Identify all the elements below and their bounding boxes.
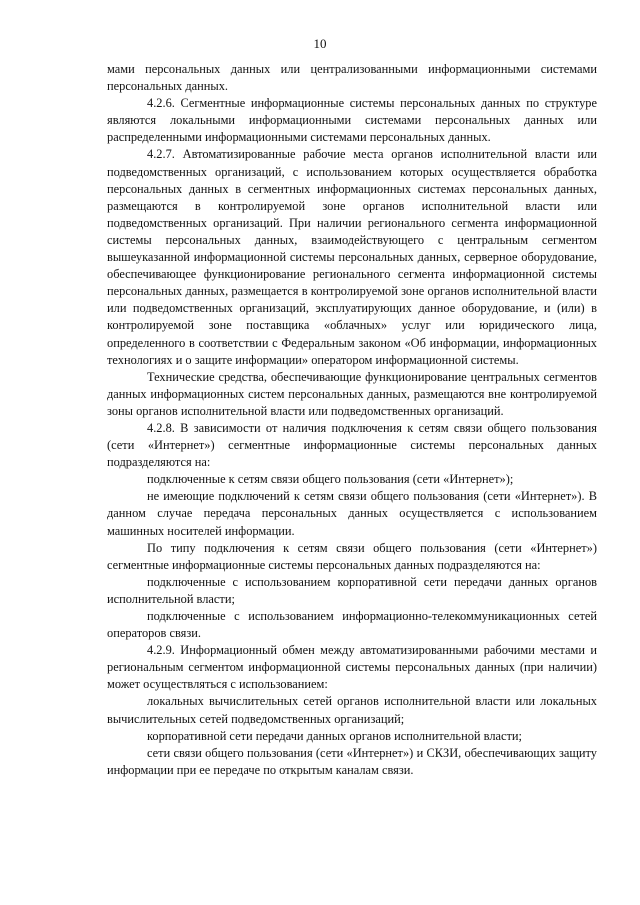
paragraph: мами персональных данных или централизованными информационными системами персональных данных. [107,62,597,94]
paragraph: 4.2.9. Информационный обмен между автоматизированными рабочими местами и региональным сегментом информационной системы персональных данных (при наличии) может осуществляться с использованием: [107,643,597,692]
paragraph: подключенные с использованием информационно-телекоммуникационных сетей операторов связи. [107,609,597,641]
paragraph: По типу подключения к сетям связи общего пользования (сети «Интернет») сегментные информационные системы персональных данных подразделяются на: [107,540,597,572]
paragraph: подключенные к сетям связи общего пользования (сети «Интернет»); [147,472,514,487]
paragraph: 4.2.6. Сегментные информационные системы персональных данных по структуре являются локальными информационными системами персональных данных или распределенными информационными системами персональных данных. [107,96,597,145]
paragraph: 4.2.7. Автоматизированные рабочие места органов исполнительной власти или подведомственных организаций, с использованием которых осуществляется обработка персональных данных в сегментных информационных системах персональных данных, размещаются в контролируемой зоне органов исполнительной власти или подведомственных организаций. При наличии регионального сегмента информационной системы персональных данных, взаимодействующего с центральным сегментом вышеуказанной информационной системы персональных данных, серверное оборудование, обеспечивающее функционирование регионального сегмента информационной системы персональных данных, размещается в контролируемой зоне органов исполнительной власти или подведомственных организаций, эксплуатирующих данное оборудование, и (или) в контролируемой зоне поставщика «облачных» услуг или юридического лица, определенного в соответствии с Федеральным законом «Об информации, информационных технологиях и о защите информации» оператором информационной системы. [107,147,597,367]
paragraph: 4.2.8. В зависимости от наличия подключения к сетям связи общего пользования (сети «Интернет») сегментные информационные системы персональных данных подразделяются на: [107,420,597,470]
paragraph: корпоративной сети передачи данных органов исполнительной власти; [147,728,522,743]
paragraph: Технические средства, обеспечивающие функционирование центральных сегментов данных информационных систем персональных данных, размещаются вне контролируемой зоны органов исполнительной власти или подведомственных организаций. [107,369,597,418]
paragraph: подключенные с использованием корпоративной сети передачи данных органов исполнительной власти; [107,574,597,606]
page-number: 10 [313,36,327,51]
paragraph: локальных вычислительных сетей органов исполнительной власти или локальных вычислительных сетей подведомственных организаций; [107,694,597,726]
document-body [107,61,597,779]
paragraph: не имеющие подключений к сетям связи общего пользования (сети «Интернет»). В данном случае передача персональных данных осуществляется с использованием машинных носителей информации. [107,489,597,538]
paragraph: сети связи общего пользования (сети «Интернет») и СКЗИ, обеспечивающих защиту информации при ее передаче по открытым каналам связи. [107,745,597,777]
